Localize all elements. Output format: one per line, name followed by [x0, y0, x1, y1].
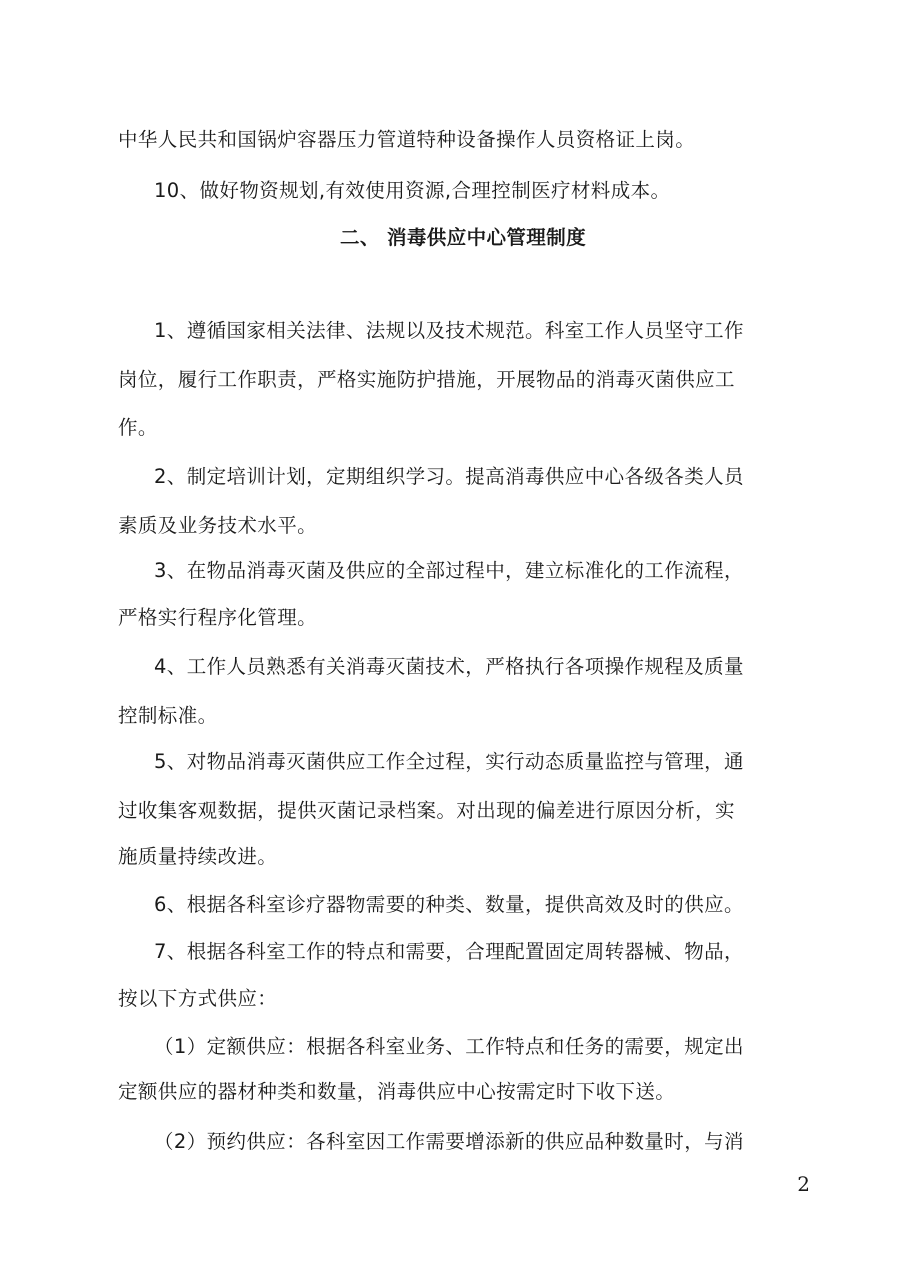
paragraph-line: 2、制定培训计划，定期组织学习。提高消毒供应中心各级各类人员 — [154, 465, 744, 488]
paragraph-line: 中华人民共和国锅炉容器压力管道特种设备操作人员资格证上岗。 — [118, 128, 696, 151]
paragraph-line: 岗位，履行工作职责，严格实施防护措施，开展物品的消毒灭菌供应工 — [118, 368, 735, 391]
paragraph-line: 7、根据各科室工作的特点和需要，合理配置固定周转器械、物品， — [154, 940, 744, 963]
section-title: 二、 消毒供应中心管理制度 — [340, 226, 586, 249]
paragraph-line: 6、根据各科室诊疗器物需要的种类、数量，提供高效及时的供应。 — [154, 893, 744, 916]
paragraph-line: （2）预约供应：各科室因工作需要增添新的供应品种数量时，与消 — [154, 1130, 744, 1153]
paragraph-line: 控制标准。 — [118, 704, 218, 727]
paragraph-line: 作。 — [118, 416, 158, 439]
paragraph-line: 3、在物品消毒灭菌及供应的全部过程中，建立标准化的工作流程， — [154, 559, 744, 582]
paragraph-line: 1、遵循国家相关法律、法规以及技术规范。科室工作人员坚守工作 — [154, 319, 744, 342]
page-number: 2 — [797, 1172, 810, 1196]
paragraph-line: 施质量持续改进。 — [118, 845, 278, 868]
paragraph-line: 严格实行程序化管理。 — [118, 606, 318, 629]
paragraph-line: 5、对物品消毒灭菌供应工作全过程，实行动态质量监控与管理，通 — [154, 750, 744, 773]
paragraph-line: 10、做好物资规划,有效使用资源,合理控制医疗材料成本。 — [154, 179, 671, 202]
paragraph-line: 素质及业务技术水平。 — [118, 514, 318, 537]
paragraph-line: 定额供应的器材种类和数量，消毒供应中心按需定时下收下送。 — [118, 1080, 676, 1103]
paragraph-line: 过收集客观数据，提供灭菌记录档案。对出现的偏差进行原因分析，实 — [118, 799, 735, 822]
paragraph-line: （1）定额供应：根据各科室业务、工作特点和任务的需要，规定出 — [154, 1035, 744, 1058]
paragraph-line: 按以下方式供应： — [118, 987, 278, 1010]
paragraph-line: 4、工作人员熟悉有关消毒灭菌技术，严格执行各项操作规程及质量 — [154, 655, 744, 678]
